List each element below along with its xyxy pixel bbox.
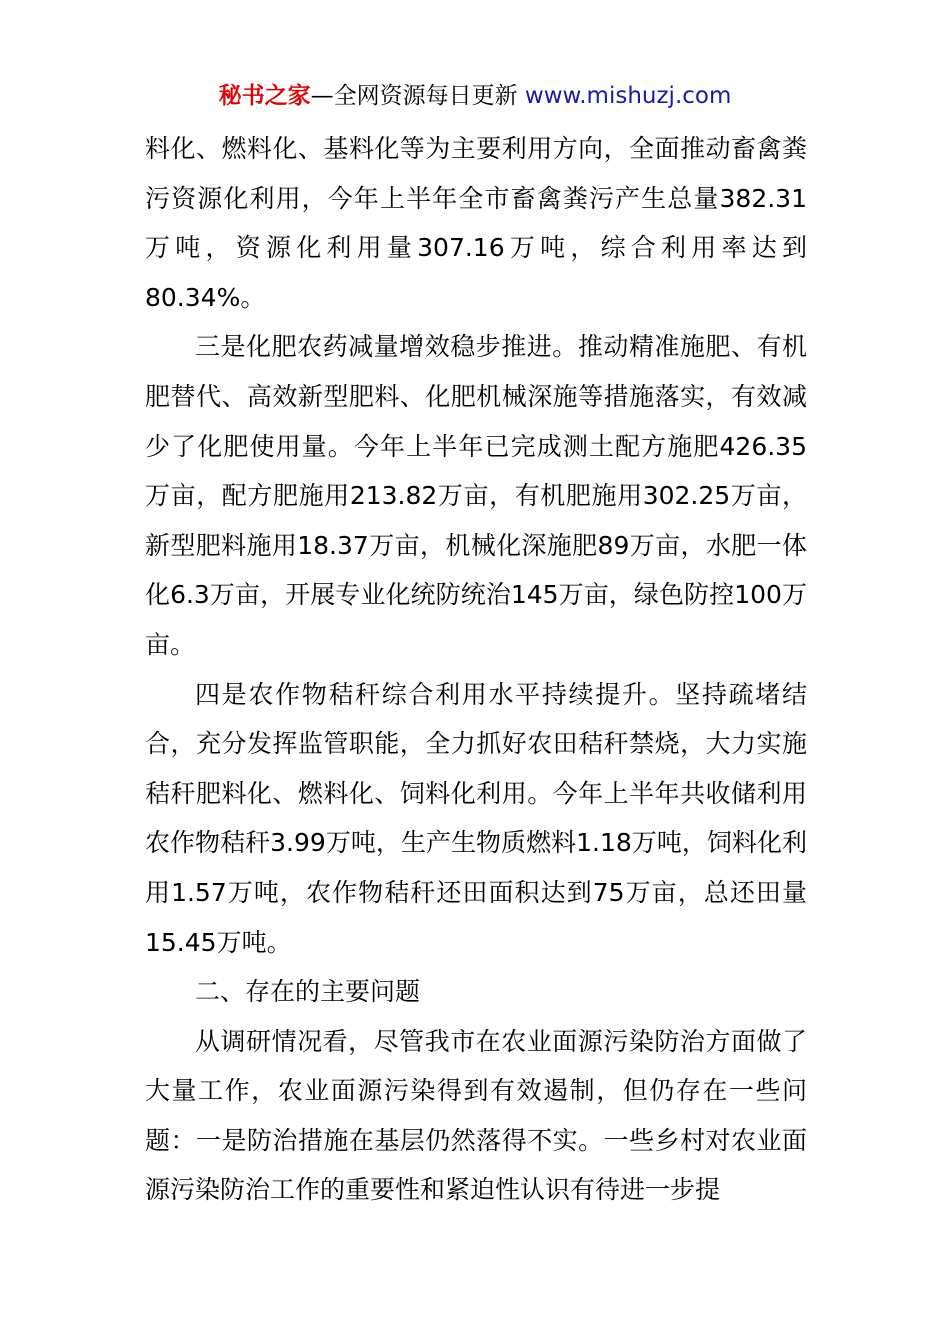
section-heading-problems: 二、存在的主要问题 — [195, 977, 421, 1007]
document-body — [145, 124, 807, 1215]
site-url-link[interactable]: www.mishuzj.com — [524, 83, 732, 109]
paragraph-straw: 四是农作物秸秆综合利用水平持续提升。坚持疏堵结合，充分发挥监管职能，全力抓好农田秸秆禁烧，大力实施秸秆肥料化、燃料化、饲料化利用。今年上半年共收储利用农作物秸秆3.99万吨，生产生物质燃料1.18万吨，饲料化利用1.57万吨，农作物秸秆还田面积达到75万亩，总还田量15.45万吨。 — [145, 679, 807, 957]
brand-name: 秘书之家 — [218, 83, 311, 109]
paragraph-continuation: 料化、燃料化、基料化等为主要利用方向，全面推动畜禽粪污资源化利用，今年上半年全市畜禽粪污产生总量382.31万吨，资源化利用量307.16万吨，综合利用率达到80.34%。 — [145, 134, 807, 312]
header-slogan: —全网资源每日更新 — [310, 83, 518, 109]
paragraph-fertilizer: 三是化肥农药减量增效稳步推进。推动精准施肥、有机肥替代、高效新型肥料、化肥机械深施等措施落实，有效减少了化肥使用量。今年上半年已完成测土配方施肥426.35万亩，配方肥施用213.82万亩，有机肥施用302.25万亩，新型肥料施用18.37万亩，机械化深施肥89万亩，水肥一体化6.3万亩，开展专业化统防统治145万亩，绿色防控100万亩。 — [145, 332, 807, 659]
page-header — [0, 80, 950, 112]
paragraph-problems: 从调研情况看，尽管我市在农业面源污染防治方面做了大量工作，农业面源污染得到有效遏制，但仍存在一些问题：一是防治措施在基层仍然落得不实。一些乡村对农业面源污染防治工作的重要性和紧迫性认识有待进一步提 — [145, 1026, 807, 1205]
